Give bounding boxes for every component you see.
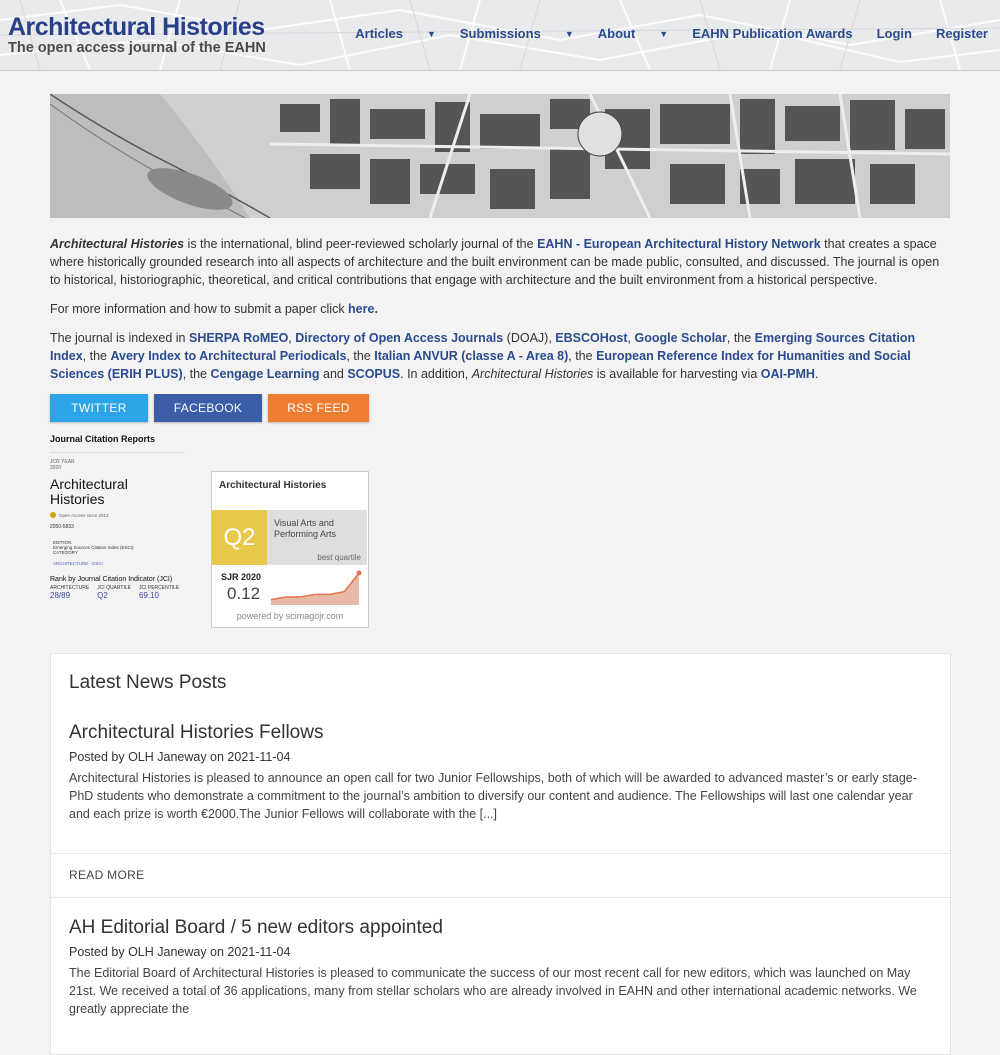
harvest-text: is available for harvesting via	[593, 367, 761, 381]
intro-text-2: that creates a space where historically grounded research into all aspects of architecture and the built environment can be made public, consulted, and discussed. The journal is open to historical, historiographic, theoretical, and critical contributions that engage with architecture and the built environment from a historical perspective.	[50, 237, 940, 287]
intro-paragraph-2	[50, 300, 950, 318]
nav-about-label: About	[597, 26, 636, 41]
submit-here-link[interactable]: here.	[348, 302, 378, 316]
jcr-journal-title: Architectural Histories	[50, 476, 128, 507]
news-post-title[interactable]: Architectural Histories Fellows	[69, 722, 324, 743]
oai-pmh-link[interactable]: OAI-PMH	[760, 367, 815, 381]
sjr-area-box	[267, 510, 367, 565]
jcr-category: ARCHITECTURE - ESCI	[53, 561, 103, 566]
historic-map-banner	[50, 94, 950, 218]
end-text: .	[814, 367, 819, 381]
addition-text: . In addition,	[400, 367, 472, 381]
journal-name-italic: Architectural Histories	[471, 367, 594, 381]
rss-feed-button[interactable]: RSS FEED	[268, 394, 369, 422]
jcr-heading: Journal Citation Reports	[50, 434, 156, 444]
nav-awards[interactable]	[692, 26, 852, 41]
nav-register[interactable]	[936, 26, 988, 41]
news-post	[69, 917, 931, 1018]
jcr-col3-label: JCI PERCENTILE	[138, 585, 180, 591]
sjr-year: SJR 2020	[221, 572, 262, 582]
intro-paragraph-1	[50, 235, 950, 289]
jcr-col1-value: 28/89	[50, 591, 71, 600]
read-more-link[interactable]: READ MORE	[69, 868, 145, 882]
submit-text: For more information and how to submit a paper click	[50, 302, 349, 316]
nav-login[interactable]	[877, 26, 912, 41]
site-header	[0, 0, 1000, 71]
nav-articles[interactable]	[355, 26, 436, 41]
sjr-best-quartile: best quartile	[317, 553, 361, 562]
intro-text	[50, 235, 950, 383]
caret-down-icon: ▼	[564, 28, 574, 39]
caret-down-icon: ▼	[659, 28, 669, 39]
jcr-col2-label: JCI QUARTILE	[97, 585, 131, 591]
jcr-col-1	[50, 585, 89, 600]
indexed-text: The journal is indexed in	[50, 331, 189, 345]
nav-about[interactable]	[598, 26, 668, 41]
sjr-quartile: Q2	[212, 510, 267, 565]
the-text: , the	[82, 349, 111, 363]
news-post-title[interactable]: AH Editorial Board / 5 new editors appointed	[69, 917, 443, 938]
site-logo[interactable]	[8, 14, 266, 56]
open-access-icon	[50, 512, 56, 518]
sjr-area: Visual Arts and Performing Arts	[274, 518, 337, 539]
main-nav	[355, 26, 1000, 41]
jcr-col2-value: Q2	[97, 591, 108, 600]
jcr-col1-label: ARCHITECTURE	[50, 585, 90, 591]
sjr-badge[interactable]	[211, 471, 369, 628]
nav-awards-label: EAHN Publication Awards	[692, 26, 853, 41]
eahn-link[interactable]: EAHN - European Architectural History Network	[537, 237, 821, 251]
metrics-badges	[50, 434, 950, 634]
cengage-link[interactable]: Cengage Learning	[210, 367, 320, 381]
scholar-link[interactable]: Google Scholar	[634, 331, 727, 345]
intro-paragraph-3	[50, 329, 950, 383]
ebsco-link[interactable]: EBSCOHost	[555, 331, 628, 345]
sjr-trend-point	[357, 571, 362, 576]
main-content	[50, 94, 950, 634]
the-text: , the	[726, 331, 755, 345]
jcr-badge[interactable]	[50, 434, 185, 600]
facebook-button[interactable]: FACEBOOK	[154, 394, 262, 422]
scopus-link[interactable]: SCOPUS	[347, 367, 401, 381]
nav-register-label: Register	[935, 26, 988, 41]
jcr-category-box	[50, 536, 153, 570]
social-buttons	[50, 394, 950, 422]
twitter-button[interactable]: TWITTER	[50, 394, 148, 422]
news-post-meta: Posted by OLH Janeway on 2021-11-04	[69, 945, 291, 959]
jcr-category-label: CATEGORY	[53, 550, 78, 555]
sjr-value: 0.12	[227, 584, 261, 603]
jcr-year: 2020	[50, 465, 62, 471]
jcr-col3-value: 69.10	[138, 591, 160, 600]
sjr-powered-by: powered by scimagojr.com	[236, 611, 344, 621]
news-post-body: Architectural Histories is pleased to announce an open call for two Junior Fellowships, both of which will be awarded to advanced master’s or early stage-PhD students who demonstrate a commitment to the journal’s ambition to diversify our content and audience. The Fellowships will last one calendar year and each prize is worth €2000.The Junior Fellows will collaborate with the [...]	[69, 771, 917, 821]
logo-title: Architectural Histories	[8, 13, 265, 41]
nav-articles-label: Articles	[355, 26, 403, 41]
intro-text-1: is the international, blind peer-reviewed scholarly journal of the	[184, 237, 538, 251]
caret-down-icon: ▼	[426, 28, 436, 39]
sep: ,	[627, 331, 635, 345]
the-text: , the	[182, 367, 211, 381]
jcr-issn: 2050-5833	[50, 524, 74, 530]
jcr-card	[50, 452, 185, 600]
nav-submissions-label: Submissions	[459, 26, 541, 41]
divider	[51, 897, 950, 898]
logo-subtitle: The open access journal of the EAHN	[8, 40, 266, 56]
esci-link[interactable]: Emerging Sources Citation Index	[50, 331, 916, 363]
jcr-oa-text: Open Access since 2013	[59, 512, 109, 518]
erih-link[interactable]: European Reference Index for Humanities and Social Sciences (ERIH PLUS)	[50, 349, 911, 381]
jcr-rank-title: Rank by Journal Citation Indicator (JCI)	[50, 576, 173, 583]
journal-name: Architectural Histories	[50, 237, 185, 251]
news-post	[69, 722, 931, 823]
jcr-year-label: JCR YEAR	[50, 459, 75, 465]
nav-submissions[interactable]	[460, 26, 574, 41]
news-post-body: The Editorial Board of Architectural Histories is pleased to communicate the success of our most recent call for new editors, which was launched on May 21st. We received a total of 36 applications, many from stellar scholars who are already involved in EAHN and other international academic networks. We greatly appreciate the	[69, 966, 917, 1016]
jcr-col-2	[97, 585, 131, 600]
and-text: and	[319, 367, 348, 381]
the-text: , the	[346, 349, 375, 363]
sjr-journal-title: Architectural Histories	[219, 480, 327, 491]
latest-news-panel	[50, 653, 951, 1055]
nav-login-label: Login	[876, 26, 912, 41]
jcr-col-3	[139, 585, 179, 600]
divider	[51, 853, 950, 854]
sep: ,	[288, 331, 296, 345]
sherpa-link[interactable]: SHERPA RoMEO	[188, 331, 289, 345]
news-heading: Latest News Posts	[69, 672, 227, 693]
jcr-open-access	[50, 512, 185, 518]
the-text: , the	[568, 349, 597, 363]
jcr-rank-row	[50, 585, 185, 600]
news-post-meta: Posted by OLH Janeway on 2021-11-04	[69, 750, 291, 764]
sjr-trend-chart	[268, 570, 362, 608]
doaj-text: (DOAJ),	[503, 331, 556, 345]
jcr-edition-label: EDITION	[53, 540, 72, 545]
doaj-link[interactable]: Directory of Open Access Journals	[295, 331, 504, 345]
avery-link[interactable]: Avery Index to Architectural Periodicals	[110, 349, 347, 363]
anvur-link[interactable]: Italian ANVUR (classe A - Area 8)	[374, 349, 569, 363]
jcr-edition: Emerging Sources Citation Index (ESCI)	[53, 545, 134, 550]
